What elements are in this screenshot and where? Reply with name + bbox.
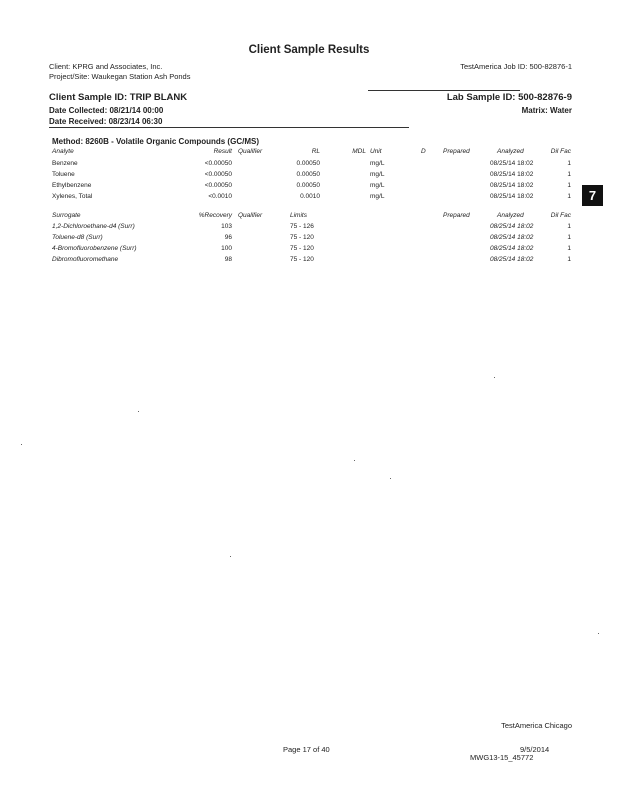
page-number: Page 17 of 40 (283, 745, 330, 754)
surrogate-limits: 75 - 120 (290, 245, 314, 252)
analyte-rl: 0.00050 (296, 182, 320, 189)
header-analyzed: Analyzed (497, 148, 524, 155)
header-surrogate: Surrogate (52, 212, 81, 219)
surrogate-analyzed: 08/25/14 18:02 (490, 234, 534, 241)
header-recovery: %Recovery (198, 212, 232, 219)
header-surr-analyzed: Analyzed (497, 212, 524, 219)
header-prepared: Prepared (443, 148, 470, 155)
analyte-result: <0.0010 (208, 193, 232, 200)
surrogate-dil: 1 (567, 256, 571, 263)
document-id: MWG13-15_45772 (470, 753, 534, 762)
header-limits: Limits (290, 212, 307, 219)
surrogate-recovery: 96 (224, 234, 232, 241)
analyte-rl: 0.00050 (296, 160, 320, 167)
analyte-unit: mg/L (370, 160, 385, 167)
header-mdl: MDL (352, 148, 366, 155)
analyte-name: Xylenes, Total (52, 193, 93, 200)
page-title: Client Sample Results (248, 44, 370, 56)
report-date: 9/5/2014 (520, 745, 550, 754)
header-surr-dil-fac: Dil Fac (550, 212, 571, 219)
analyte-analyzed: 08/25/14 18:02 (490, 160, 534, 167)
surrogate-name: 1,2-Dichloroethane-d4 (Surr) (52, 223, 135, 230)
header-dil-fac: Dil Fac (550, 148, 571, 155)
header-surr-qualifier: Qualifier (238, 212, 263, 219)
analyte-rl: 0.00050 (296, 171, 320, 178)
section-tab: 7 (582, 185, 603, 206)
analyte-result: <0.00050 (204, 160, 232, 167)
header-d: D (421, 148, 426, 155)
client-name: Client: KPRG and Associates, Inc. (49, 62, 163, 71)
surrogate-dil: 1 (567, 245, 571, 252)
lab-sample-id: Lab Sample ID: 500-82876-9 (446, 92, 572, 103)
header-unit: Unit (370, 148, 382, 155)
analyte-name: Benzene (52, 160, 78, 167)
analyte-dil: 1 (567, 193, 571, 200)
header-result: Result (213, 148, 232, 155)
analyte-dil: 1 (567, 160, 571, 167)
header-rl: RL (311, 148, 320, 155)
analyte-analyzed: 08/25/14 18:02 (490, 171, 534, 178)
surrogate-name: Dibromofluoromethane (52, 256, 119, 263)
analyte-result: <0.00050 (204, 182, 232, 189)
surrogate-name: 4-Bromofluorobenzene (Surr) (52, 245, 137, 252)
analyte-unit: mg/L (370, 171, 385, 178)
footer-lab-name: TestAmerica Chicago (501, 721, 572, 730)
method-title: Method: 8260B - Volatile Organic Compounds (GC/MS) (52, 137, 259, 146)
header-analyte: Analyte (52, 148, 74, 155)
header-surr-prepared: Prepared (443, 212, 470, 219)
analyte-dil: 1 (567, 171, 571, 178)
analyte-unit: mg/L (370, 193, 385, 200)
analyte-name: Ethylbenzene (52, 182, 92, 189)
surrogate-recovery: 98 (224, 256, 232, 263)
surrogate-analyzed: 08/25/14 18:02 (490, 223, 534, 230)
surrogate-analyzed: 08/25/14 18:02 (490, 245, 534, 252)
analyte-unit: mg/L (370, 182, 385, 189)
client-sample-id: Client Sample ID: TRIP BLANK (49, 92, 188, 103)
surrogate-dil: 1 (567, 234, 571, 241)
date-received: Date Received: 08/23/14 06:30 (49, 117, 163, 126)
analyte-rl: 0.0010 (300, 193, 320, 200)
job-id: TestAmerica Job ID: 500-82876-1 (460, 62, 572, 71)
analyte-name: Toluene (52, 171, 75, 178)
matrix: Matrix: Water (521, 106, 572, 115)
surrogate-limits: 75 - 120 (290, 256, 314, 263)
surrogate-limits: 75 - 120 (290, 234, 314, 241)
surrogate-recovery: 103 (221, 223, 232, 230)
surrogate-recovery: 100 (221, 245, 232, 252)
project-site: Project/Site: Waukegan Station Ash Ponds (49, 72, 191, 81)
surrogate-dil: 1 (567, 223, 571, 230)
header-qualifier: Qualifier (238, 148, 263, 155)
surrogate-analyzed: 08/25/14 18:02 (490, 256, 534, 263)
analyte-analyzed: 08/25/14 18:02 (490, 182, 534, 189)
analyte-result: <0.00050 (204, 171, 232, 178)
date-collected: Date Collected: 08/21/14 00:00 (49, 106, 164, 115)
analyte-dil: 1 (567, 182, 571, 189)
analyte-analyzed: 08/25/14 18:02 (490, 193, 534, 200)
surrogate-limits: 75 - 126 (290, 223, 314, 230)
surrogate-name: Toluene-d8 (Surr) (52, 234, 103, 241)
